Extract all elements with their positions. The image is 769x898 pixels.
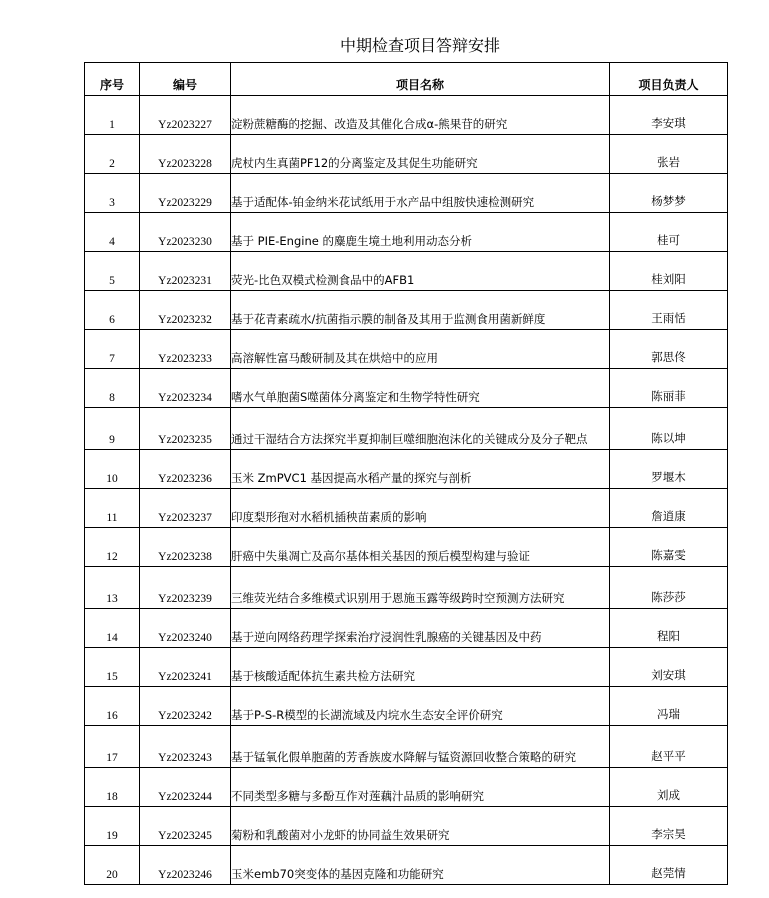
row-code: Yz2023228 — [140, 135, 231, 174]
table-row — [85, 369, 728, 408]
row-seq: 9 — [85, 408, 140, 450]
row-seq: 12 — [85, 528, 140, 567]
row-project-leader: 杨梦梦 — [610, 174, 728, 213]
table-row — [85, 489, 728, 528]
row-code: Yz2023230 — [140, 213, 231, 252]
row-code: Yz2023237 — [140, 489, 231, 528]
row-project-leader: 罗堰木 — [610, 450, 728, 489]
row-project-name: 玉米 ZmPVC1 基因提高水稻产量的探究与剖析 — [231, 450, 610, 489]
table-row — [85, 768, 728, 807]
row-project-name: 印度梨形孢对水稻机插秧苗素质的影响 — [231, 489, 610, 528]
row-project-leader: 桂可 — [610, 213, 728, 252]
table-row — [85, 807, 728, 846]
row-seq: 3 — [85, 174, 140, 213]
row-project-name: 三维荧光结合多维模式识别用于恩施玉露等级跨时空预测方法研究 — [231, 567, 610, 609]
table-row — [85, 96, 728, 135]
row-code: Yz2023244 — [140, 768, 231, 807]
row-code: Yz2023242 — [140, 687, 231, 726]
row-code: Yz2023232 — [140, 291, 231, 330]
row-seq: 6 — [85, 291, 140, 330]
row-project-name: 嗜水气单胞菌S噬菌体分离鉴定和生物学特性研究 — [231, 369, 610, 408]
header-project-leader: 项目负责人 — [610, 63, 728, 96]
row-project-name: 基于逆向网络药理学探索治疗浸润性乳腺癌的关键基因及中药 — [231, 609, 610, 648]
table-row — [85, 408, 728, 450]
row-seq: 7 — [85, 330, 140, 369]
row-project-name: 基于P-S-R模型的长湖流域及内垸水生态安全评价研究 — [231, 687, 610, 726]
row-code: Yz2023236 — [140, 450, 231, 489]
row-seq: 13 — [85, 567, 140, 609]
row-code: Yz2023233 — [140, 330, 231, 369]
row-project-name: 菊粉和乳酸菌对小龙虾的协同益生效果研究 — [231, 807, 610, 846]
row-project-leader: 王雨恬 — [610, 291, 728, 330]
row-code: Yz2023243 — [140, 726, 231, 768]
row-project-leader: 詹逍康 — [610, 489, 728, 528]
table-row — [85, 135, 728, 174]
table-row — [85, 450, 728, 489]
row-project-name: 荧光-比色双模式检测食品中的AFB1 — [231, 252, 610, 291]
table-row — [85, 330, 728, 369]
table-row — [85, 687, 728, 726]
row-project-leader: 陈嘉雯 — [610, 528, 728, 567]
row-code: Yz2023231 — [140, 252, 231, 291]
row-seq: 2 — [85, 135, 140, 174]
table-row — [85, 609, 728, 648]
row-project-leader: 程阳 — [610, 609, 728, 648]
row-seq: 11 — [85, 489, 140, 528]
row-code: Yz2023235 — [140, 408, 231, 450]
row-code: Yz2023240 — [140, 609, 231, 648]
header-seq: 序号 — [85, 63, 140, 96]
row-project-leader: 李宗昊 — [610, 807, 728, 846]
row-project-name: 不同类型多糖与多酚互作对莲藕汁品质的影响研究 — [231, 768, 610, 807]
table-row — [85, 213, 728, 252]
row-code: Yz2023241 — [140, 648, 231, 687]
row-seq: 14 — [85, 609, 140, 648]
header-code: 编号 — [140, 63, 231, 96]
row-code: Yz2023238 — [140, 528, 231, 567]
row-seq: 10 — [85, 450, 140, 489]
row-seq: 4 — [85, 213, 140, 252]
row-project-name: 基于 PIE-Engine 的麋鹿生境土地利用动态分析 — [231, 213, 610, 252]
row-project-leader: 冯瑞 — [610, 687, 728, 726]
row-project-leader: 桂刘阳 — [610, 252, 728, 291]
row-seq: 1 — [85, 96, 140, 135]
row-code: Yz2023246 — [140, 846, 231, 885]
row-project-name: 虎杖内生真菌PF12的分离鉴定及其促生功能研究 — [231, 135, 610, 174]
row-code: Yz2023227 — [140, 96, 231, 135]
row-project-leader: 赵平平 — [610, 726, 728, 768]
header-project-name: 项目名称 — [231, 63, 610, 96]
row-seq: 16 — [85, 687, 140, 726]
row-project-name: 通过干湿结合方法探究半夏抑制巨噬细胞泡沫化的关键成分及分子靶点 — [231, 408, 610, 450]
row-project-leader: 陈以坤 — [610, 408, 728, 450]
row-seq: 20 — [85, 846, 140, 885]
row-seq: 8 — [85, 369, 140, 408]
row-project-name: 基于适配体-铂金纳米花试纸用于水产品中组胺快速检测研究 — [231, 174, 610, 213]
row-project-leader: 赵莞情 — [610, 846, 728, 885]
row-code: Yz2023239 — [140, 567, 231, 609]
row-code: Yz2023234 — [140, 369, 231, 408]
row-project-name: 肝癌中失巢凋亡及高尔基体相关基因的预后模型构建与验证 — [231, 528, 610, 567]
table-row — [85, 567, 728, 609]
row-project-leader: 李安琪 — [610, 96, 728, 135]
row-seq: 17 — [85, 726, 140, 768]
row-seq: 15 — [85, 648, 140, 687]
table-row — [85, 846, 728, 885]
defense-schedule-table — [84, 62, 728, 885]
table-row — [85, 528, 728, 567]
row-project-name: 基于花青素疏水/抗菌指示膜的制备及其用于监测食用菌新鲜度 — [231, 291, 610, 330]
row-seq: 19 — [85, 807, 140, 846]
row-project-leader: 郭思佟 — [610, 330, 728, 369]
row-project-leader: 陈丽菲 — [610, 369, 728, 408]
row-project-leader: 陈莎莎 — [610, 567, 728, 609]
table-row — [85, 291, 728, 330]
row-project-name: 淀粉蔗糖酶的挖掘、改造及其催化合成α-熊果苷的研究 — [231, 96, 610, 135]
row-seq: 5 — [85, 252, 140, 291]
row-project-leader: 刘成 — [610, 768, 728, 807]
row-seq: 18 — [85, 768, 140, 807]
table-row — [85, 726, 728, 768]
table-row — [85, 252, 728, 291]
row-code: Yz2023245 — [140, 807, 231, 846]
row-project-leader: 张岩 — [610, 135, 728, 174]
table-header-row — [85, 63, 728, 96]
row-project-name: 基于锰氧化假单胞菌的芳香族废水降解与锰资源回收整合策略的研究 — [231, 726, 610, 768]
row-project-name: 基于核酸适配体抗生素共检方法研究 — [231, 648, 610, 687]
row-code: Yz2023229 — [140, 174, 231, 213]
table-row — [85, 174, 728, 213]
row-project-leader: 刘安琪 — [610, 648, 728, 687]
table-row — [85, 648, 728, 687]
row-project-name: 高溶解性富马酸研制及其在烘焙中的应用 — [231, 330, 610, 369]
page-title: 中期检查项目答辩安排 — [339, 36, 500, 55]
row-project-name: 玉米emb70突变体的基因克隆和功能研究 — [231, 846, 610, 885]
